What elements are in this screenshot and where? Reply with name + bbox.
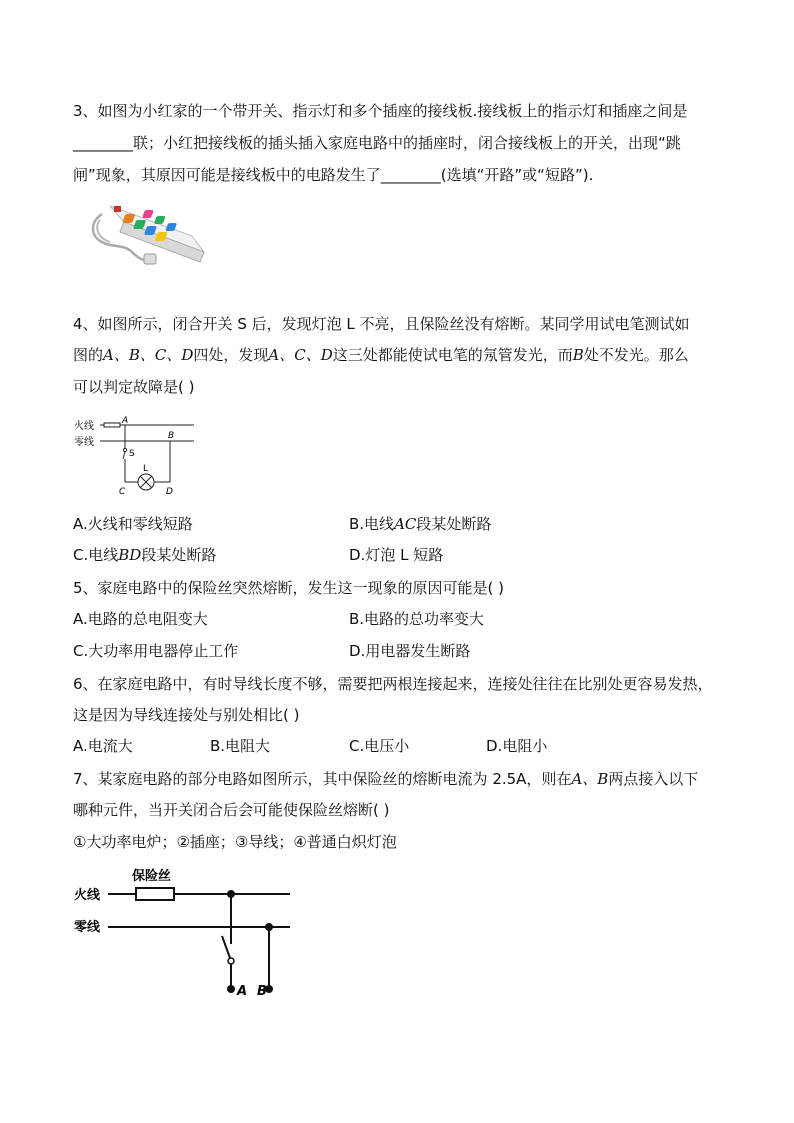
power-strip-image <box>88 196 210 272</box>
q6-option-c[interactable]: C.电压小 <box>349 737 410 755</box>
q5-stem: 5、家庭电路中的保险丝突然熔断，发生这一现象的原因可能是( ) <box>73 579 505 597</box>
q5-option-d[interactable]: D.用电器发生断路 <box>349 642 471 660</box>
q4-switch-s: S <box>129 449 135 459</box>
q7-line-2: 哪种元件，当开关闭合后会可能使保险丝熔断( ) <box>73 801 390 819</box>
q7-point-b: B <box>257 984 267 999</box>
q6-option-b[interactable]: B.电阻大 <box>210 737 271 755</box>
q4-live-label: 火线 <box>74 421 94 432</box>
q4-lamp-l: L <box>143 464 149 474</box>
q6-line-2: 这是因为导线连接处与别处相比( ) <box>73 706 300 724</box>
q4-circuit-diagram <box>72 412 202 497</box>
q3-line-1: 3、如图为小红家的一个带开关、指示灯和多个插座的接线板.接线板上的指示灯和插座之间是 <box>73 102 688 120</box>
q7-point-a: A <box>237 984 248 999</box>
q5-option-c[interactable]: C.大功率用电器停止工作 <box>73 642 239 660</box>
q7-line-3: ①大功率电炉；②插座；③导线；④普通白炽灯泡 <box>73 833 397 851</box>
q7-neutral-label: 零线 <box>74 920 101 935</box>
q5-option-a[interactable]: A.电路的总电阻变大 <box>73 610 208 628</box>
q3-line-3: 闸”现象，其原因可能是接线板中的电路发生了________(选填“开路”或“短路”). <box>73 166 594 184</box>
q4-option-b[interactable]: B.电线AC段某处断路 <box>349 515 492 533</box>
q4-point-d: D <box>166 487 173 497</box>
q6-option-a[interactable]: A.电流大 <box>73 737 133 755</box>
q6-line-1: 6、在家庭电路中，有时导线长度不够，需要把两根连接起来，连接处往往在比别处更容易发热， <box>73 675 713 693</box>
q4-option-a[interactable]: A.火线和零线短路 <box>73 515 193 533</box>
q4-line-2: 图的A、B、C、D四处，发现A、C、D这三处都能使试电笔的氖管发光，而B处不发光。那么 <box>73 346 689 364</box>
q3-blank-2[interactable]: ________ <box>380 166 441 184</box>
q4-line-3: 可以判定故障是( ) <box>73 378 195 396</box>
q4-option-c[interactable]: C.电线BD段某处断路 <box>73 546 217 564</box>
q4-option-d[interactable]: D.灯泡 L 短路 <box>349 546 444 564</box>
q4-point-c: C <box>119 487 126 497</box>
q7-fuse-label: 保险丝 <box>132 869 172 884</box>
q4-neutral-label: 零线 <box>74 437 94 448</box>
q4-line-1: 4、如图所示，闭合开关 S 后，发现灯泡 L 不亮，且保险丝没有熔断。某同学用试电笔测试如 <box>73 315 690 333</box>
q6-option-d[interactable]: D.电阻小 <box>486 737 548 755</box>
q7-live-label: 火线 <box>74 888 101 903</box>
q7-circuit-diagram <box>72 862 297 1002</box>
q4-point-a: A <box>122 416 129 426</box>
q3-blank-1[interactable]: ________ <box>73 134 133 152</box>
q5-option-b[interactable]: B.电路的总功率变大 <box>349 610 485 628</box>
q4-point-b: B <box>168 431 175 441</box>
q7-line-1: 7、某家庭电路的部分电路如图所示，其中保险丝的熔断电流为 2.5A，则在A、B两点接入以下 <box>73 770 699 788</box>
q3-line-2: ________联；小红把接线板的插头插入家庭电路中的插座时，闭合接线板上的开关，出现“跳 <box>73 134 681 152</box>
